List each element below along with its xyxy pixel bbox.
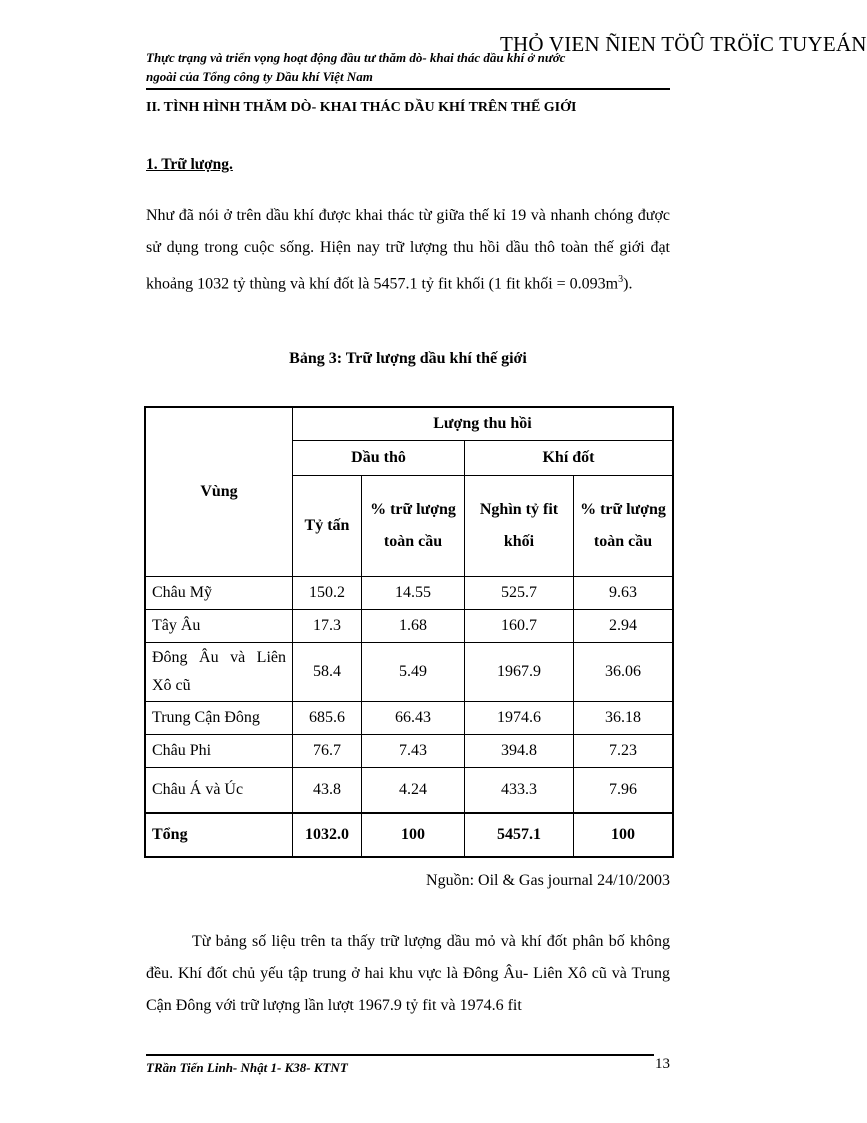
cell-oil-percent: 14.55: [362, 577, 465, 610]
header-crude-oil: Dầu thô: [293, 441, 465, 476]
cell-gas: 433.3: [465, 768, 574, 814]
table-caption: Bảng 3: Trữ lượng dầu khí thế giới: [289, 350, 527, 367]
paragraph-analysis: Từ bảng số liệu trên ta thấy trữ lượng dầu mỏ và khí đốt phân bố không đều. Khí đốt chủ yếu tập trung ở hai khu vực là Đông Âu- Liên Xô cũ và Trung Cận Đông với trữ lượng lần lượt 1967.9 tỷ fit và 1974.6 fit: [146, 933, 670, 1014]
cell-oil-percent: 1.68: [362, 610, 465, 643]
cell-region: Trung Cận Đông: [145, 702, 293, 735]
cell-oil: 685.6: [293, 702, 362, 735]
cell-total-label: Tổng: [145, 813, 293, 857]
table-row: [145, 768, 673, 814]
cell-oil: 76.7: [293, 735, 362, 768]
header-gas-percent: % trữ lượng toàn cầu: [574, 476, 674, 577]
cell-total-oil-percent: 100: [362, 813, 465, 857]
cell-total-oil: 1032.0: [293, 813, 362, 857]
cell-gas-percent: 36.06: [574, 643, 674, 702]
cell-oil: 17.3: [293, 610, 362, 643]
header-region: Vùng: [145, 407, 293, 577]
cell-oil-percent: 66.43: [362, 702, 465, 735]
table-header-row-1: [145, 407, 673, 441]
cell-gas-percent: 36.18: [574, 702, 674, 735]
cell-gas: 160.7: [465, 610, 574, 643]
table-row: [145, 577, 673, 610]
cell-region: Châu Mỹ: [145, 577, 293, 610]
table-row: [145, 702, 673, 735]
cell-gas: 525.7: [465, 577, 574, 610]
table-row: [145, 643, 673, 702]
subsection-heading: 1. Trữ lượng.: [146, 156, 233, 173]
cell-region: Đông Âu và Liên Xô cũ: [145, 643, 293, 702]
cell-gas-percent: 7.96: [574, 768, 674, 814]
table-row: [145, 735, 673, 768]
section-heading: II. TÌNH HÌNH THĂM DÒ- KHAI THÁC DẦU KHÍ TRÊN THẾ GIỚI: [146, 100, 577, 115]
table-row: [145, 610, 673, 643]
paragraph-intro: [146, 200, 670, 300]
cell-region: Châu Phi: [145, 735, 293, 768]
cell-gas: 394.8: [465, 735, 574, 768]
header-oil-amount: Tỷ tấn: [293, 476, 362, 577]
paragraph-intro-text: Như đã nói ở trên dầu khí được khai thác từ giữa thế kỉ 19 và nhanh chóng được sử dụng trong cuộc sống. Hiện nay trữ lượng thu hồi dầu thô toàn thế giới đạt khoảng 1032 tỷ thùng và khí đốt là 5457.1 tỷ fit khối (1 fit khối = 0.093m: [146, 207, 670, 293]
header-divider: [146, 88, 670, 90]
table-total-row: [145, 813, 673, 857]
cell-region: Tây Âu: [145, 610, 293, 643]
footer-author: TRần Tiến Linh- Nhật 1- K38- KTNT: [146, 1060, 348, 1075]
cell-gas-percent: 7.23: [574, 735, 674, 768]
running-header: [146, 48, 706, 86]
cell-gas-percent: 2.94: [574, 610, 674, 643]
cell-total-gas: 5457.1: [465, 813, 574, 857]
cell-oil: 58.4: [293, 643, 362, 702]
header-oil-percent: % trữ lượng toàn cầu: [362, 476, 465, 577]
footer-divider: [146, 1054, 654, 1056]
header-line-1: Thực trạng và triển vọng hoạt động đầu tư thăm dò- khai thác dầu khí ở nước: [146, 50, 566, 65]
watermark-text: THỎ VIEN ÑIEN TÖÛ TRÖÏC TUYEÁN: [500, 32, 867, 56]
header-recoverable: Lượng thu hồi: [293, 407, 674, 441]
reserves-table: [144, 406, 674, 858]
page-number: 13: [655, 1056, 670, 1072]
cell-total-gas-percent: 100: [574, 813, 674, 857]
header-line-2: ngoài của Tổng công ty Dầu khí Việt Nam: [146, 69, 373, 84]
cell-oil: 150.2: [293, 577, 362, 610]
cell-gas-percent: 9.63: [574, 577, 674, 610]
cell-oil: 43.8: [293, 768, 362, 814]
header-natural-gas: Khí đốt: [465, 441, 674, 476]
cell-gas: 1967.9: [465, 643, 574, 702]
cell-oil-percent: 4.24: [362, 768, 465, 814]
table-source: Nguồn: Oil & Gas journal 24/10/2003: [426, 872, 670, 889]
cell-oil-percent: 5.49: [362, 643, 465, 702]
cell-gas: 1974.6: [465, 702, 574, 735]
paragraph-intro-end: ).: [623, 275, 633, 293]
paragraph-intro-superscript: 3: [618, 274, 624, 285]
cell-region: Châu Á và Úc: [145, 768, 293, 814]
header-gas-amount: Nghìn tỷ fit khối: [465, 476, 574, 577]
cell-oil-percent: 7.43: [362, 735, 465, 768]
